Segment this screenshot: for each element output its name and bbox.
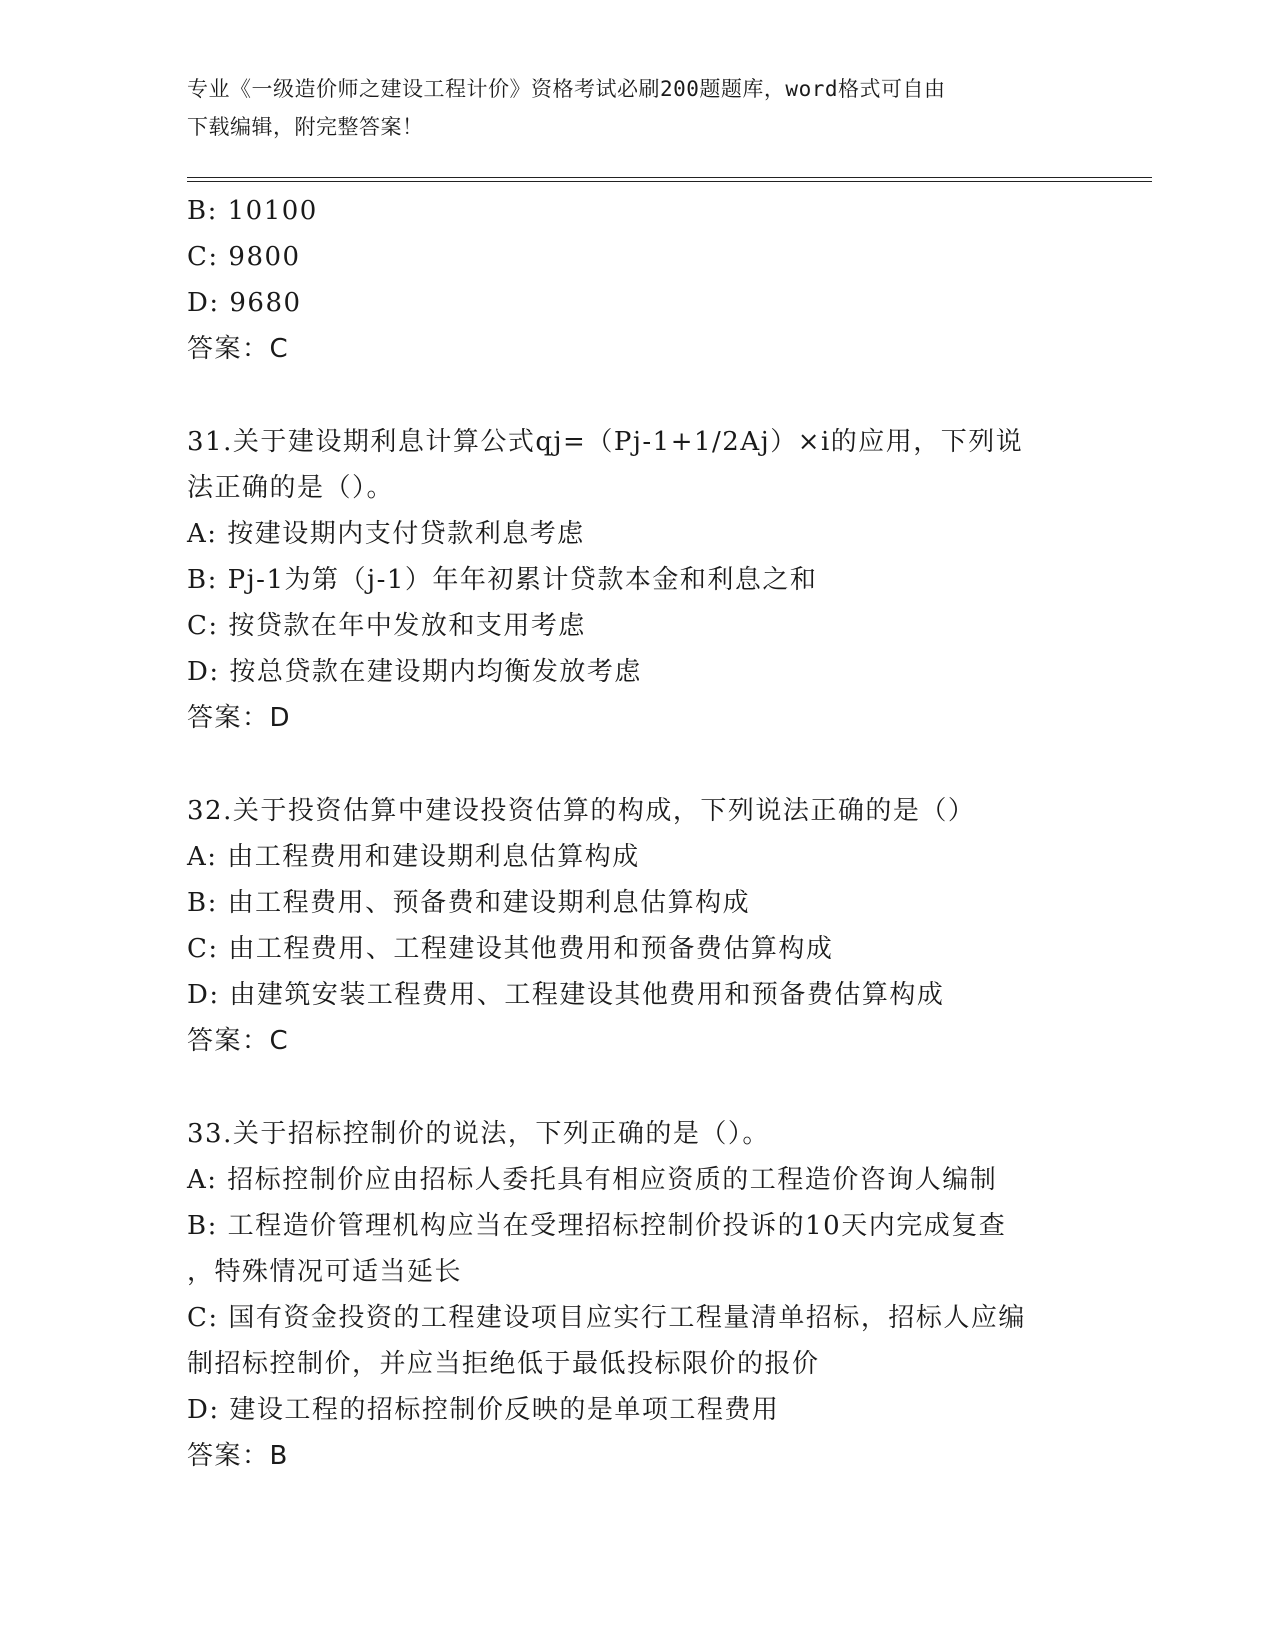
q33-option-a: A: 招标控制价应由招标人委托具有相应资质的工程造价咨询人编制 xyxy=(187,1165,998,1195)
q32-answer: 答案：C xyxy=(187,1026,290,1056)
spacer xyxy=(187,372,1087,419)
q30-option-c: C: 9800 xyxy=(187,242,301,272)
q30-option-d: D: 9680 xyxy=(187,288,302,318)
spacer xyxy=(187,741,1087,788)
q31-option-c: C: 按贷款在年中发放和支用考虑 xyxy=(187,611,586,641)
header-line-1: 专业《一级造价师之建设工程计价》资格考试必刷200题题库，word格式可自由 xyxy=(187,77,946,101)
q33-option-d: D: 建设工程的招标控制价反映的是单项工程费用 xyxy=(187,1395,780,1425)
header-line-2: 下载编辑，附完整答案！ xyxy=(187,115,424,139)
q33-stem-line-1: 33.关于招标控制价的说法，下列正确的是（）。 xyxy=(187,1119,770,1149)
q31-option-b: B: Pj-1为第（j-1）年年初累计贷款本金和利息之和 xyxy=(187,565,818,595)
q31-answer: 答案：D xyxy=(187,703,292,733)
spacer xyxy=(187,1064,1087,1111)
q30-answer: 答案：C xyxy=(187,334,290,364)
page-header xyxy=(187,70,1067,146)
q31-stem-line-2: 法正确的是（）。 xyxy=(187,473,395,503)
q33-option-b-line-1: B: 工程造价管理机构应当在受理招标控制价投诉的10天内完成复查 xyxy=(187,1211,1007,1241)
q32-option-c: C: 由工程费用、工程建设其他费用和预备费估算构成 xyxy=(187,934,834,964)
header-divider-bottom xyxy=(187,181,1152,182)
q33-option-c-line-1: C: 国有资金投资的工程建设项目应实行工程量清单招标，招标人应编 xyxy=(187,1303,1026,1333)
question-31-block xyxy=(187,419,1087,741)
question-33-block xyxy=(187,1111,1087,1479)
q33-answer: 答案：B xyxy=(187,1441,289,1471)
question-30-block xyxy=(187,188,1087,372)
question-32-block xyxy=(187,788,1087,1064)
header-divider-top xyxy=(187,177,1152,178)
q32-option-a: A: 由工程费用和建设期利息估算构成 xyxy=(187,842,640,872)
q33-option-c-line-2: 制招标控制价，并应当拒绝低于最低投标限价的报价 xyxy=(187,1349,820,1379)
q30-option-b: B: 10100 xyxy=(187,196,318,226)
q32-stem-line-1: 32.关于投资估算中建设投资估算的构成，下列说法正确的是（） xyxy=(187,796,976,826)
q33-option-b-line-2: ，特殊情况可适当延长 xyxy=(187,1257,463,1287)
q32-option-b: B: 由工程费用、预备费和建设期利息估算构成 xyxy=(187,888,751,918)
q32-option-d: D: 由建筑安装工程费用、工程建设其他费用和预备费估算构成 xyxy=(187,980,945,1010)
q31-option-d: D: 按总贷款在建设期内均衡发放考虑 xyxy=(187,657,642,687)
question-content xyxy=(187,188,1087,1479)
q31-stem-line-1: 31.关于建设期利息计算公式qj=（Pj-1+1/2Aj）×i的应用，下列说 xyxy=(187,427,1024,457)
q31-option-a: A: 按建设期内支付贷款利息考虑 xyxy=(187,519,585,549)
